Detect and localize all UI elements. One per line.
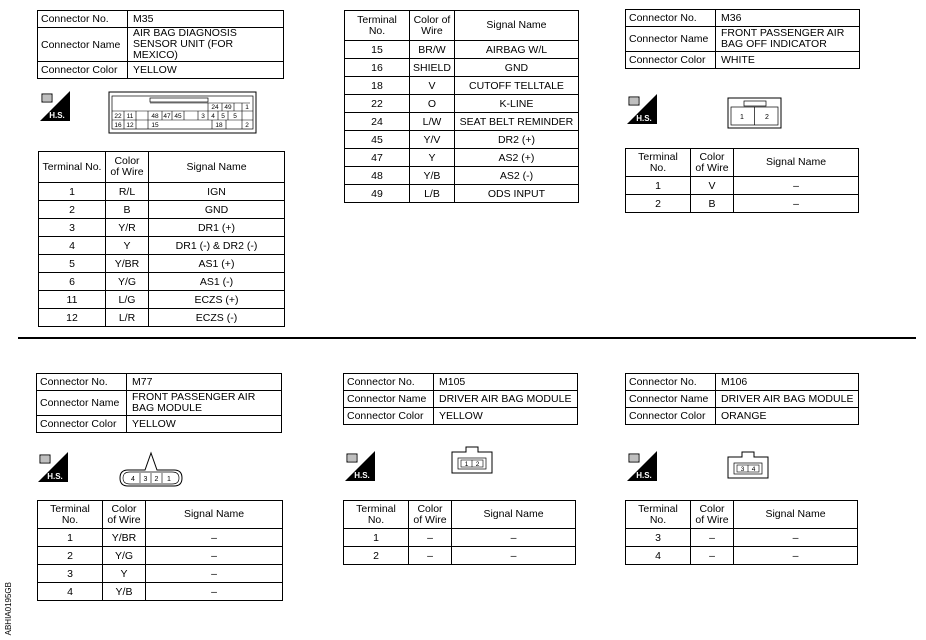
table-row: 6 Y/G AS1 (-)	[39, 273, 285, 291]
svg-text:2: 2	[245, 122, 249, 129]
table-row: 16 SHIELD GND	[345, 59, 579, 77]
svg-text:47: 47	[163, 113, 171, 120]
m106-terminal-table: Terminal No. Color of Wire Signal Name 3 – – 4 – –	[625, 500, 858, 565]
m36-info-table: Connector No. M36 Connector Name FRONT PASSENGER AIR BAG OFF INDICATOR Connector Color WHITE	[625, 9, 860, 69]
table-row: 47 Y AS2 (+)	[345, 149, 579, 167]
m105-connector-face	[451, 446, 493, 474]
svg-text:4: 4	[131, 476, 135, 483]
hs-harness-side-icon	[627, 94, 657, 124]
table-row: 5 Y/BR AS1 (+)	[39, 255, 285, 273]
m105-terminal-table: Terminal No. Color of Wire Signal Name 1 – – 2 – –	[343, 500, 576, 565]
table-row: 49 L/B ODS INPUT	[345, 185, 579, 203]
svg-text:H.S.: H.S.	[636, 114, 652, 123]
table-row: 45 Y/V DR2 (+)	[345, 131, 579, 149]
table-row: 3 – –	[626, 529, 858, 547]
table-row: 12 L/R ECZS (-)	[39, 309, 285, 327]
svg-text:24: 24	[211, 104, 219, 111]
svg-text:H.S.: H.S.	[354, 471, 370, 480]
svg-text:2: 2	[765, 114, 769, 121]
svg-text:45: 45	[174, 113, 182, 120]
svg-text:3: 3	[740, 466, 745, 473]
svg-text:1: 1	[245, 104, 249, 111]
table-row: 2 – –	[344, 547, 576, 565]
table-row: 4 Y/B –	[38, 583, 283, 601]
svg-text:18: 18	[215, 122, 223, 129]
table-row: 2 B –	[626, 195, 859, 213]
svg-text:1: 1	[464, 461, 469, 468]
svg-text:22: 22	[114, 113, 122, 120]
svg-text:H.S.: H.S.	[47, 472, 63, 481]
m35-terminal-table-continued: Terminal No. Color of Wire Signal Name 15 BR/W AIRBAG W/L 16 SHIELD GND 18 V CUTOFF TELLTALE 22 O K-LINE 24 L/W SEAT BELT REMINDER 45 Y/V DR2 (+) 47 Y AS2 (+) 48 Y/B AS2 (-) 49 L/B ODS INPUT	[344, 10, 579, 203]
svg-text:3: 3	[201, 113, 205, 120]
svg-text:H.S.: H.S.	[49, 111, 65, 120]
table-row: 48 Y/B AS2 (-)	[345, 167, 579, 185]
svg-text:5: 5	[233, 113, 237, 120]
m105-info-table: Connector No. M105 Connector Name DRIVER AIR BAG MODULE Connector Color YELLOW	[343, 373, 578, 425]
table-row: 1 R/L IGN	[39, 183, 285, 201]
m77-connector-face	[118, 450, 184, 488]
hs-harness-side-icon	[345, 451, 375, 481]
svg-text:1: 1	[167, 476, 171, 483]
svg-text:5: 5	[221, 113, 225, 120]
svg-text:48: 48	[151, 113, 159, 120]
svg-text:H.S.: H.S.	[636, 471, 652, 480]
table-row: 2 B GND	[39, 201, 285, 219]
table-row: 3 Y/R DR1 (+)	[39, 219, 285, 237]
m77-terminal-table: Terminal No. Color of Wire Signal Name 1 Y/BR – 2 Y/G – 3 Y – 4 Y/B –	[37, 500, 283, 601]
hs-harness-side-icon	[40, 91, 70, 121]
table-row: 15 BR/W AIRBAG W/L	[345, 41, 579, 59]
hs-harness-side-icon	[38, 452, 68, 482]
svg-text:49: 49	[224, 104, 232, 111]
document-code: ABHIA0195GB	[4, 582, 13, 636]
m36-connector-face	[727, 97, 783, 130]
svg-text:3: 3	[143, 476, 148, 483]
m36-terminal-table: Terminal No. Color of Wire Signal Name 1 V – 2 B –	[625, 148, 859, 213]
svg-text:2: 2	[154, 476, 159, 483]
table-row: 1 Y/BR –	[38, 529, 283, 547]
svg-text:15: 15	[151, 122, 159, 129]
table-row: 4 – –	[626, 547, 858, 565]
svg-text:4: 4	[751, 466, 756, 473]
table-row: 1 – –	[344, 529, 576, 547]
m35-info-table: Connector No. M35 Connector Name AIR BAG DIAGNOSIS SENSOR UNIT (FOR MEXICO) Connector Color YELLOW	[37, 10, 284, 79]
table-row: 22 O K-LINE	[345, 95, 579, 113]
hs-harness-side-icon	[627, 451, 657, 481]
table-row: 2 Y/G –	[38, 547, 283, 565]
svg-text:4: 4	[211, 113, 215, 120]
section-divider	[18, 337, 916, 339]
svg-text:12: 12	[126, 122, 134, 129]
svg-text:11: 11	[126, 113, 134, 120]
m35-terminal-table: Terminal No. Color of Wire Signal Name 1 R/L IGN 2 B GND 3 Y/R DR1 (+) 4 Y DR1 (-) & DR2 (-) 5 Y/BR AS1 (+) 6 Y/G AS1 (-) 11 L/G ECZS (+) 12 L/R ECZS (-)	[38, 151, 285, 327]
svg-text:2: 2	[475, 461, 480, 468]
table-row: 1 V –	[626, 177, 859, 195]
m106-connector-face	[727, 451, 769, 479]
m35-connector-face	[108, 91, 258, 135]
table-row: 18 V CUTOFF TELLTALE	[345, 77, 579, 95]
svg-text:1: 1	[740, 114, 744, 121]
m77-info-table: Connector No. M77 Connector Name FRONT PASSENGER AIR BAG MODULE Connector Color YELLOW	[36, 373, 282, 433]
m106-info-table: Connector No. M106 Connector Name DRIVER AIR BAG MODULE Connector Color ORANGE	[625, 373, 859, 425]
table-row: 24 L/W SEAT BELT REMINDER	[345, 113, 579, 131]
svg-text:16: 16	[114, 122, 122, 129]
table-row: 11 L/G ECZS (+)	[39, 291, 285, 309]
table-row: 4 Y DR1 (-) & DR2 (-)	[39, 237, 285, 255]
table-row: 3 Y –	[38, 565, 283, 583]
